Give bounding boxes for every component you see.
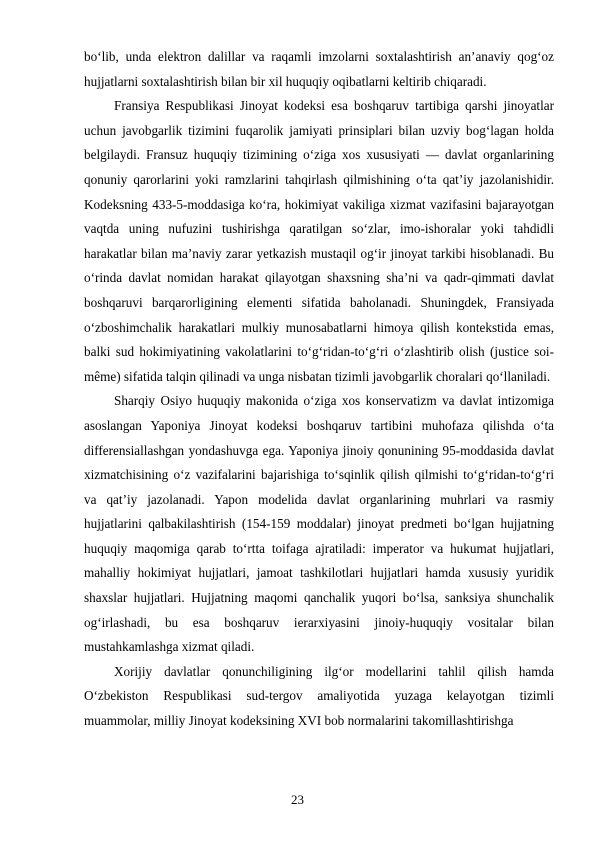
paragraph-japan: Sharqiy Osiyo huquqiy makonida o‘ziga xos konservatizm va davlat intizomiga asoslangan Yaponiya Jinoyat kodeksi boshqaruv tartibini muhofaza qilishda o‘ta differensiallashgan yondashuvga ega. Yaponiya jinoiy qonunining 95-moddasida davlat xizmatchisining o‘z vazifalarini bajarishiga to‘sqinlik qilish qilmishi to‘g‘ridan-to‘g‘ri va qat’iy jazolanadi. Yapon modelida davlat organlarining muhrlari va rasmiy hujjatlarini qalbakilashtirish (154-159 moddalar) jinoyat predmeti bo‘lgan hujjatning huquqiy maqomiga qarab to‘rtta toifaga ajratiladi: imperator va hukumat hujjatlari, mahalliy hokimiyat hujjatlari, jamoat tashkilotlari hujjatlari hamda xususiy yuridik shaxslar hujjatlari. Hujjatning maqomi qanchalik yuqori bo‘lsa, sanksiya shunchalik og‘irlashadi, bu esa boshqaruv ierarxiyasini jinoiy-huquqiy vositalar bilan mustahkamlashga xizmat qiladi. [84, 393, 554, 655]
document-body [84, 45, 554, 734]
paragraph-continuation: bo‘lib, unda elektron dalillar va raqamli imzolarni soxtalashtirish an’anaviy qog‘oz hujjatlarni soxtalashtirish bilan bir xil huquqiy oqibatlarni keltirib chiqaradi. [84, 49, 554, 89]
paragraph-france: Fransiya Respublikasi Jinoyat kodeksi esa boshqaruv tartibiga qarshi jinoyatlar uchun javobgarlik tizimini fuqarolik jamiyati prinsiplari bilan uzviy bog‘lagan holda belgilaydi. Fransuz huquqiy tizimining o‘ziga xos xususiyati — davlat organlarining qonuniy qarorlarini yoki ramzlarini tahqirlash qilmishining o‘ta qat’iy jazolanishidir. Kodeksning 433-5-moddasiga ko‘ra, hokimiyat vakiliga xizmat vazifasini bajarayotgan vaqtda uning nufuzini tushirishga qaratilgan so‘zlar, imo-ishoralar yoki tahdidli harakatlar bilan ma’naviy zarar yetkazish mustaqil og‘ir jinoyat tarkibi hisoblanadi. Bu o‘rinda davlat nomidan harakat qilayotgan shaxsning sha’ni va qadr-qimmati davlat boshqaruvi barqarorligining elementi sifatida baholanadi. Shuningdek, Fransiyada o‘zboshimchalik harakatlari mulkiy munosabatlarni himoya qilish kontekstida emas, balki sud hokimiyatining vakolatlarini to‘g‘ridan-to‘g‘ri o‘zlashtirib olish (justice soi-même) sifatida talqin qilinadi va unga nisbatan tizimli javobgarlik choralari qo‘llaniladi. [84, 98, 554, 384]
paragraph-foreign-models: Xorijiy davlatlar qonunchiligining ilg‘or modellarini tahlil qilish hamda O‘zbekiston Respublikasi sud-tergov amaliyotida yuzaga kelayotgan tizimli muammolar, milliy Jinoyat kodeksining XVI bob normalarini takomillashtirishga [84, 663, 554, 729]
page-number: 23 [291, 792, 304, 807]
